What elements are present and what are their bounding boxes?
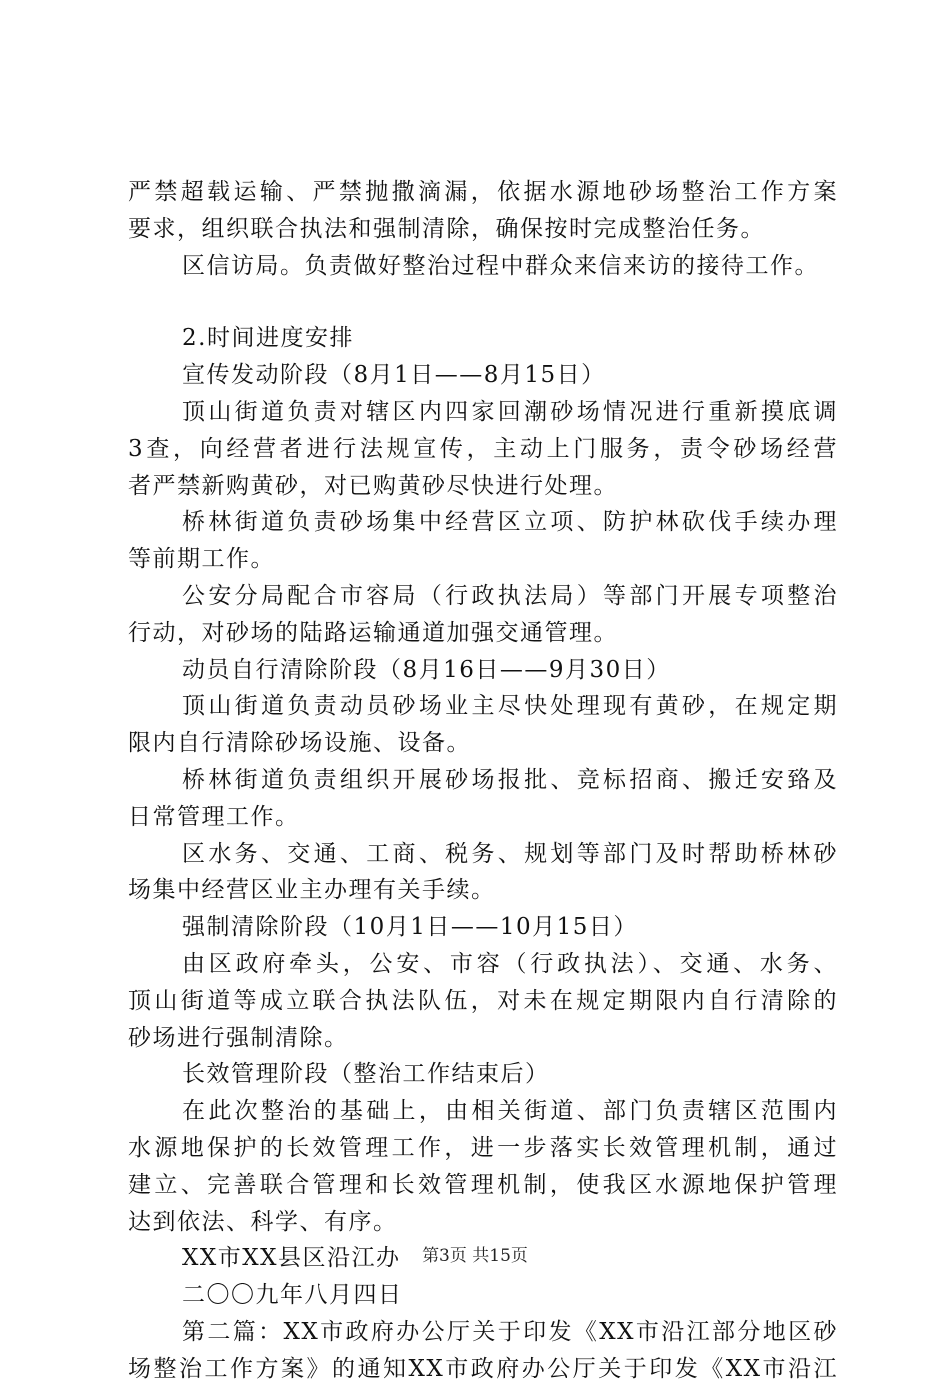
paragraph-line: 区信访局。负责做好整治过程中群众来信来访的接待工作。 <box>182 252 819 279</box>
paragraph-line: 达到依法、科学、有序。 <box>128 1208 398 1235</box>
stage-heading: 宣传发动阶段（8月1日——8月15日） <box>182 362 606 389</box>
stage-heading: 动员自行清除阶段（8月16日——9月30日） <box>182 656 671 683</box>
paragraph-line: 公安分局配合市容局（行政执法局）等部门开展专项整治 <box>182 582 838 609</box>
paragraph-line: 桥林街道负责砂场集中经营区立项、防护林砍伐手续办理 <box>182 509 838 536</box>
paragraph-line: 在此次整治的基础上，由相关街道、部门负责辖区范围内 <box>182 1098 838 1125</box>
paragraph-line: 桥林街道负责组织开展砂场报批、竞标招商、搬迁安臵及 <box>182 766 838 793</box>
paragraph-line: 第二篇：XX市政府办公厅关于印发《XX市沿江部分地区砂 <box>182 1318 838 1345</box>
paragraph-line: 行动，对砂场的陆路运输通道加强交通管理。 <box>128 619 618 646</box>
paragraph-line: 砂场进行强制清除。 <box>128 1024 349 1051</box>
stage-heading: 强制清除阶段（10月1日——10月15日） <box>182 914 638 941</box>
paragraph-line: 由区政府牵头，公安、市容（行政执法）、交通、水务、 <box>182 950 838 977</box>
signature-date: 二〇〇九年八月四日 <box>182 1282 403 1309</box>
paragraph-line: 顶山街道等成立联合执法队伍，对未在规定期限内自行清除的 <box>128 987 838 1014</box>
paragraph-line: 顶山街道负责动员砂场业主尽快处理现有黄砂，在规定期 <box>182 693 838 720</box>
paragraph-line: 区水务、交通、工商、税务、规划等部门及时帮助桥林砂 <box>182 840 838 867</box>
paragraph-line: 限内自行清除砂场设施、设备。 <box>128 730 471 757</box>
paragraph-line: 者严禁新购黄砂，对已购黄砂尽快进行处理。 <box>128 472 618 499</box>
paragraph-gap <box>128 284 838 320</box>
stage-heading: 长效管理阶段（整治工作结束后） <box>182 1061 550 1088</box>
paragraph-line: 3查，向经营者进行法规宣传，主动上门服务，责令砂场经营 <box>128 435 838 462</box>
paragraph-line: 日常管理工作。 <box>128 803 300 830</box>
paragraph-line: 水源地保护的长效管理工作，进一步落实长效管理机制，通过 <box>128 1134 838 1161</box>
paragraph-line: 场集中经营区业主办理有关手续。 <box>128 877 496 904</box>
paragraph-line: 要求，组织联合执法和强制清除，确保按时完成整治任务。 <box>128 215 765 242</box>
page-number: 第3页 共15页 <box>422 1246 528 1266</box>
document-body <box>128 174 838 1388</box>
section-heading: 2.时间进度安排 <box>182 325 354 352</box>
signature-office: XX市XX县区沿江办 <box>182 1245 401 1272</box>
paragraph-line: 等前期工作。 <box>128 546 275 573</box>
paragraph-line: 场整治工作方案》的通知XX市政府办公厅关于印发《XX市沿江 <box>128 1355 838 1382</box>
paragraph-line: 建立、完善联合管理和长效管理机制，使我区水源地保护管理 <box>128 1171 838 1198</box>
paragraph-line: 顶山街道负责对辖区内四家回潮砂场情况进行重新摸底调 <box>182 398 838 425</box>
paragraph-line: 严禁超载运输、严禁抛撒滴漏，依据水源地砂场整治工作方案 <box>128 179 838 205</box>
